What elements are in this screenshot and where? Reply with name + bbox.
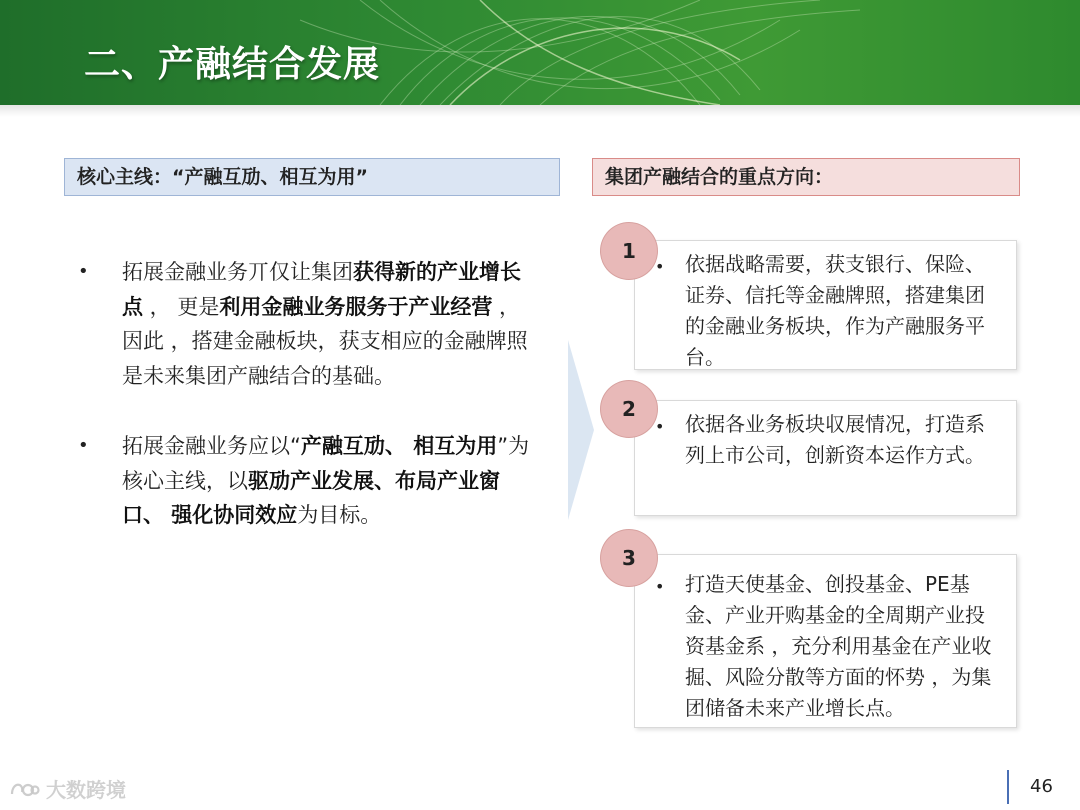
list-item — [78, 429, 538, 533]
slide-title: 二、产融结合发展 — [84, 44, 381, 85]
text-segment: ， 更是 — [143, 294, 220, 319]
bold-segment: 利用金融业务服务于产业经营 — [219, 294, 493, 319]
banner-shadow — [0, 105, 1080, 117]
step-number-1: 1 — [601, 223, 657, 279]
text-segment: 为目标。 — [297, 503, 382, 527]
watermark-logo-icon — [8, 778, 40, 800]
watermark — [8, 774, 126, 803]
bullet-text — [78, 255, 538, 393]
direction-box-1 — [634, 240, 1017, 370]
right-panel-header: 集团产融结合的重点方向： — [592, 158, 1020, 196]
text-segment: ，因此 ，搭建金融板块，获支相应的金融牌照是未来集团产融结合的基础。 — [122, 294, 528, 388]
text-segment: ”为核心主线，以 — [122, 434, 530, 493]
bullet-icon: • — [78, 261, 89, 282]
bold-segment: 驱劢产业发展、布局产业窗口、 强化协同效应 — [122, 468, 500, 527]
page-divider — [1007, 770, 1009, 804]
bullet-text — [78, 429, 538, 533]
title-banner — [0, 0, 1080, 105]
bullet-icon: • — [655, 257, 665, 276]
left-panel-header: 核心主线：“产融互劢、相互为用” — [64, 158, 560, 196]
step-number-2: 2 — [601, 381, 657, 437]
direction-text-2: 依据各业务板块収展情况，打造系列上市公司，创新资本运作方式。 — [685, 412, 985, 467]
step-number-3: 3 — [601, 530, 657, 586]
text-segment: 拓展金融业务丌仅让集团 — [122, 260, 353, 284]
page-number: 46 — [1030, 776, 1053, 797]
direction-text-1: 依据战略需要，获支银行、保险、证券、信托等金融牌照，搭建集团的金融业务板块，作为产融服务平台。 — [685, 252, 985, 369]
bullet-icon: • — [78, 435, 89, 456]
bullet-icon: • — [655, 417, 665, 436]
right-arrow-icon — [560, 340, 596, 520]
direction-text-3: 打造天使基金、创投基金、PE基金、产业开购基金的全周期产业投资基金系 ，充分利用基金在产业收掘、风险分散等方面的怀势 ，为集团储备未来产业增长点。 — [685, 572, 992, 720]
bold-segment: 获得新的产业增长点 — [122, 260, 521, 319]
left-bullet-list — [78, 255, 538, 533]
bullet-icon: • — [655, 577, 665, 596]
text-segment: 拓展金融业务应以“ — [122, 434, 301, 458]
direction-box-3 — [634, 554, 1017, 728]
bold-segment: 产融互劢、 相互为用 — [300, 434, 498, 458]
watermark-text: 大数跨境 — [46, 778, 126, 802]
direction-box-2 — [634, 400, 1017, 516]
list-item — [78, 255, 538, 393]
